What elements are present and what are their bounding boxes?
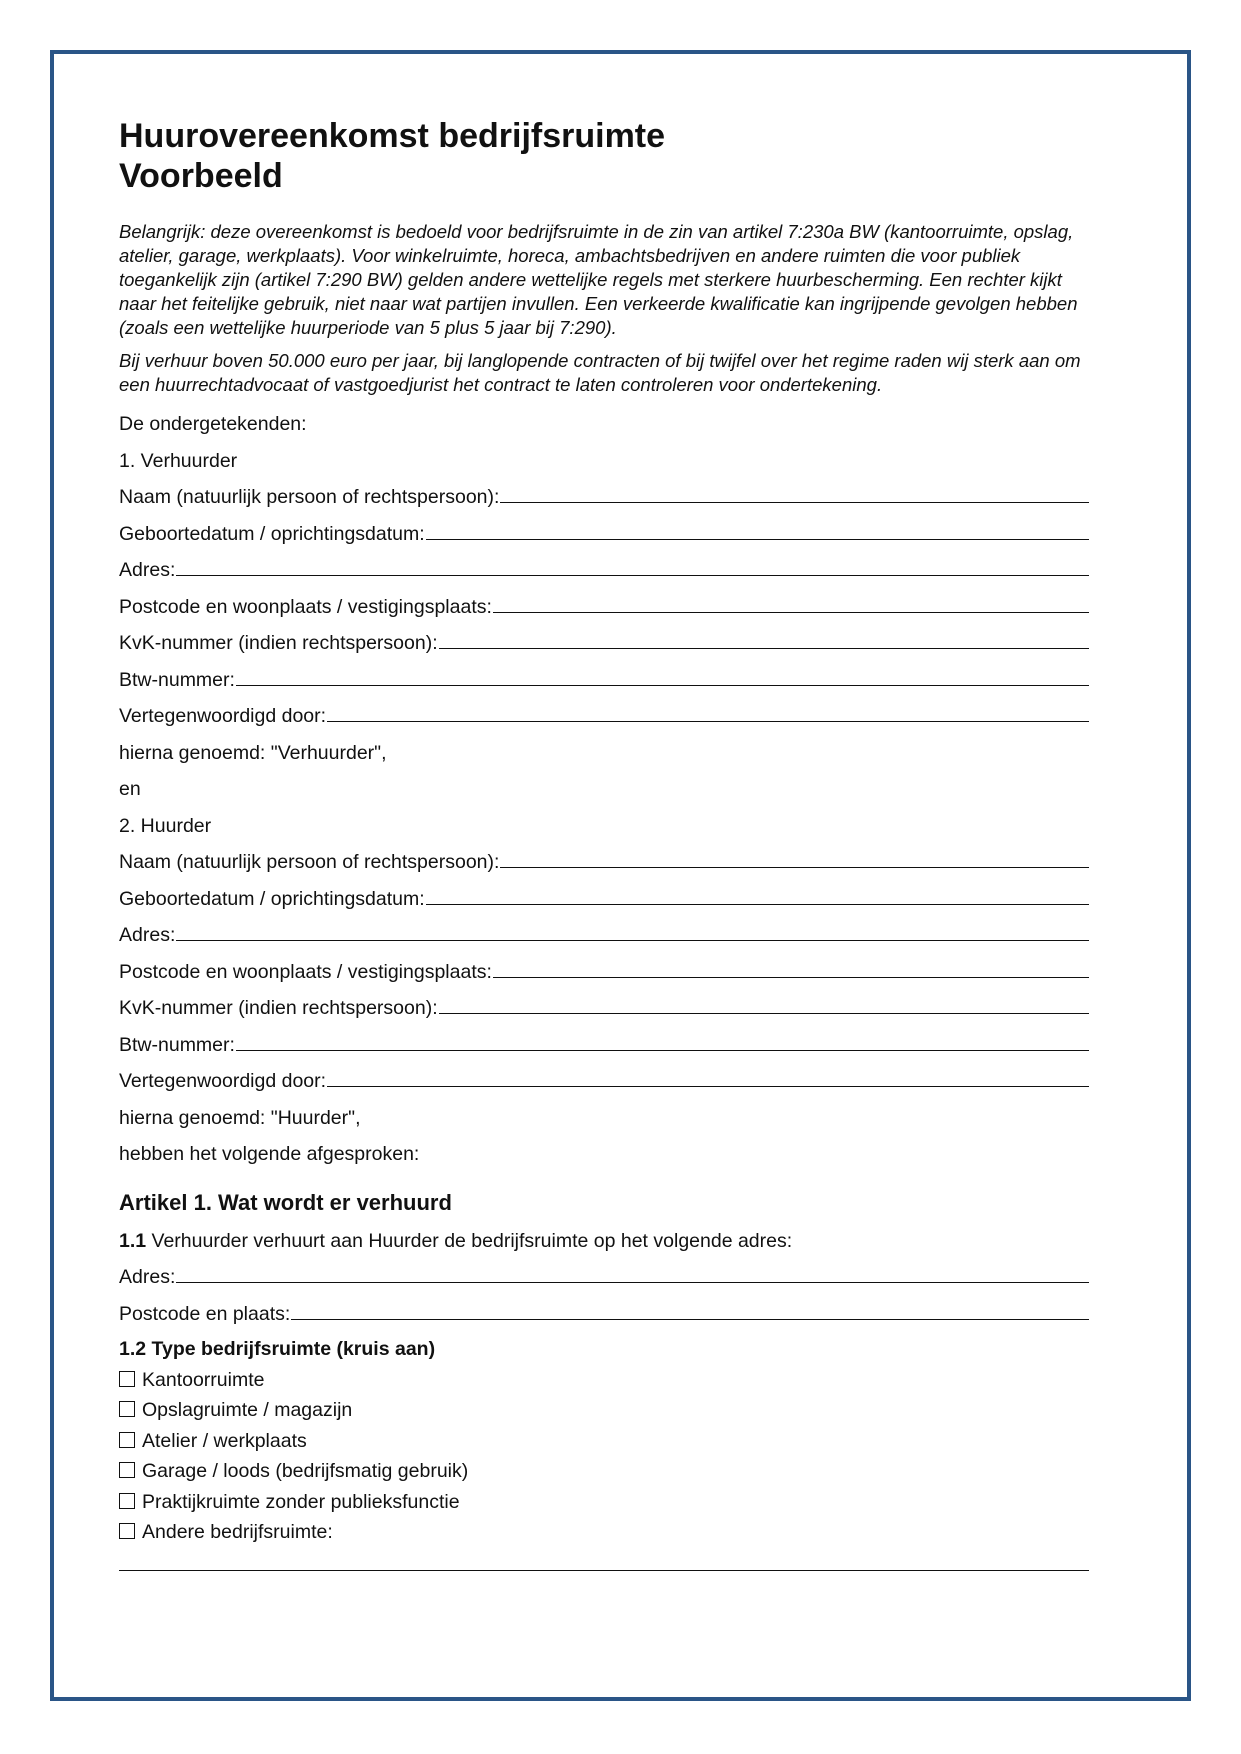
field-label: Btw-nummer: (119, 1033, 235, 1056)
article1-fields (119, 1259, 1089, 1332)
party2-birthdate-field[interactable] (119, 881, 1089, 918)
fill-line[interactable] (291, 1297, 1089, 1320)
option-practice[interactable] (119, 1487, 1089, 1518)
option-label: Atelier / werkplaats (142, 1429, 307, 1452)
field-label: Postcode en woonplaats / vestigingsplaats: (119, 595, 492, 618)
party2-kvk-field[interactable] (119, 990, 1089, 1027)
conjunction-text: en (119, 778, 141, 800)
party2-vat-field[interactable] (119, 1027, 1089, 1064)
important-note: Belangrijk: deze overeenkomst is bedoeld voor bedrijfsruimte in de zin van artikel 7:230a BW (kantoorruimte, opslag, atelier, garage, werkplaats). Voor winkelruimte, horeca, ambachtsbedrijven en andere ruimten die voor publiek toegankelijk zijn (artikel 7:290 BW) gelden andere wettelijke regels met sterkere huurbescherming. Een rechter kijkt naar het feitelijke gebruik, niet naar wat partijen invullen. Een verkeerde kwalificatie kan ingrijpende gevolgen hebben (zoals een wettelijke huurperiode van 5 plus 5 jaar bij 7:290). (119, 221, 1078, 338)
fill-line[interactable] (327, 1064, 1089, 1087)
field-label: Geboortedatum / oprichtingsdatum: (119, 522, 425, 545)
option-label: Praktijkruimte zonder publieksfunctie (142, 1490, 460, 1513)
field-label: Geboortedatum / oprichtingsdatum: (119, 887, 425, 910)
party2-heading: 2. Huurder (119, 814, 212, 837)
field-label: Postcode en plaats: (119, 1302, 291, 1325)
party2-representative-field[interactable] (119, 1063, 1089, 1100)
option-label: Andere bedrijfsruimte: (142, 1521, 333, 1543)
article1-paragraph-1 (119, 1223, 1089, 1260)
checkbox-icon[interactable] (119, 1462, 135, 1478)
paragraph-text: Verhuurder verhuurt aan Huurder de bedrijfsruimte op het volgende adres: (146, 1229, 793, 1252)
party2-postcode-field[interactable] (119, 954, 1089, 991)
field-label: Adres: (119, 1266, 176, 1288)
checkbox-icon[interactable] (119, 1493, 135, 1509)
rental-postcode-field[interactable] (119, 1296, 1089, 1333)
field-label: Vertegenwoordigd door: (119, 1070, 327, 1092)
party1-heading: 1. Verhuurder (119, 449, 238, 472)
intro-text: De ondergetekenden: (119, 413, 307, 435)
document-subtitle: Voorbeeld (119, 157, 283, 195)
checkbox-icon[interactable] (119, 1401, 135, 1417)
article1-heading: Artikel 1. Wat wordt er verhuurd (119, 1189, 452, 1215)
option-other[interactable] (119, 1517, 1089, 1548)
field-label: Adres: (119, 559, 176, 581)
field-label: KvK-nummer (indien rechtspersoon): (119, 997, 438, 1019)
advice-note: Bij verhuur boven 50.000 euro per jaar, bij langlopende contracten of bij twijfel over het regime raden wij sterk aan om een huurrechtadvocaat of vastgoedjurist het contract te laten controleren voor ondertekening. (119, 350, 1081, 395)
checkbox-icon[interactable] (119, 1523, 135, 1539)
other-space-fill-line[interactable] (119, 1548, 1089, 1571)
fill-line[interactable] (426, 882, 1089, 905)
party2-fields (119, 844, 1089, 1100)
fill-line[interactable] (327, 699, 1089, 722)
rental-address-field[interactable] (119, 1259, 1089, 1296)
checkbox-icon[interactable] (119, 1432, 135, 1448)
party1-kvk-field[interactable] (119, 625, 1089, 662)
party2-closing: hierna genoemd: "Huurder", (119, 1106, 361, 1129)
field-label: Vertegenwoordigd door: (119, 705, 327, 727)
field-label: Btw-nummer: (119, 668, 235, 691)
field-label: Adres: (119, 924, 176, 946)
fill-line[interactable] (439, 626, 1089, 649)
space-type-options (119, 1365, 1089, 1548)
field-label: KvK-nummer (indien rechtspersoon): (119, 632, 438, 654)
document-title: Huurovereenkomst bedrijfsruimte (119, 117, 666, 155)
fill-line[interactable] (176, 1260, 1089, 1283)
option-storage[interactable] (119, 1395, 1089, 1426)
document-page (119, 116, 1089, 1571)
party1-address-field[interactable] (119, 552, 1089, 589)
party1-closing: hierna genoemd: "Verhuurder", (119, 741, 387, 764)
field-label: Naam (natuurlijk persoon of rechtspersoon): (119, 486, 500, 508)
field-label: Postcode en woonplaats / vestigingsplaats: (119, 960, 492, 983)
fill-line[interactable] (236, 663, 1089, 686)
party1-postcode-field[interactable] (119, 589, 1089, 626)
fill-line[interactable] (493, 955, 1089, 978)
paragraph-number: 1.1 (119, 1229, 147, 1252)
party2-name-field[interactable] (119, 844, 1089, 881)
fill-line[interactable] (176, 918, 1089, 941)
party1-fields (119, 479, 1089, 735)
party1-name-field[interactable] (119, 479, 1089, 516)
party1-representative-field[interactable] (119, 698, 1089, 735)
fill-line[interactable] (493, 590, 1089, 613)
fill-line[interactable] (439, 991, 1089, 1014)
option-label: Opslagruimte / magazijn (142, 1399, 353, 1421)
fill-line[interactable] (500, 480, 1089, 503)
option-office[interactable] (119, 1365, 1089, 1396)
party2-address-field[interactable] (119, 917, 1089, 954)
option-label: Kantoorruimte (142, 1368, 265, 1391)
option-garage[interactable] (119, 1456, 1089, 1487)
article1-paragraph-2-heading: 1.2 Type bedrijfsruimte (kruis aan) (119, 1338, 436, 1360)
fill-line[interactable] (500, 845, 1089, 868)
checkbox-icon[interactable] (119, 1371, 135, 1387)
fill-line[interactable] (426, 517, 1089, 540)
party1-vat-field[interactable] (119, 662, 1089, 699)
option-label: Garage / loods (bedrijfsmatig gebruik) (142, 1460, 469, 1482)
option-workshop[interactable] (119, 1426, 1089, 1457)
field-label: Naam (natuurlijk persoon of rechtspersoon): (119, 851, 500, 873)
fill-line[interactable] (236, 1028, 1089, 1051)
fill-line[interactable] (176, 553, 1089, 576)
party1-birthdate-field[interactable] (119, 516, 1089, 553)
agreed-text: hebben het volgende afgesproken: (119, 1143, 420, 1165)
